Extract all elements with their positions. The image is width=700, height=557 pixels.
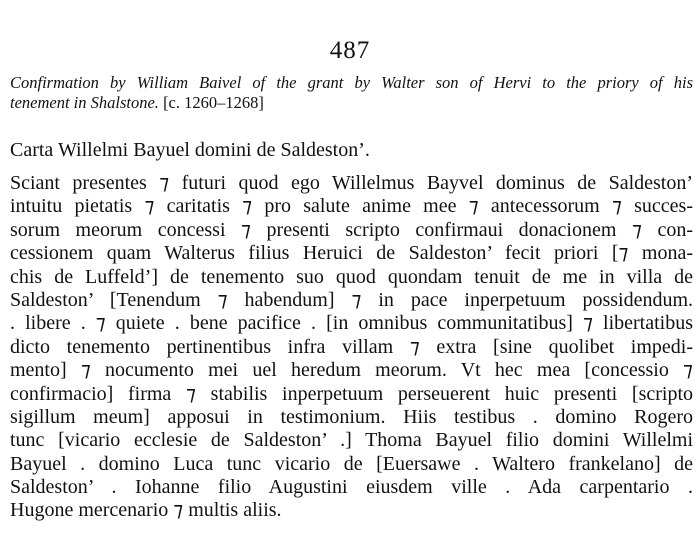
charter-number: 487	[329, 37, 371, 64]
charter-text-line: Sciant presentes ⁊ futuri quod ego Willelmus Bayvel dominus de Saldeston’	[10, 172, 693, 194]
charter-text-line: sigillum meum] apposui in testimonium. Hiis testibus . domino Rogero	[10, 405, 693, 428]
charter-rubric: Carta Willelmi Bayuel domini de Saldeston’.	[10, 139, 370, 161]
charter-text-line: Bayuel . domino Luca tunc vicario de [Euersawe . Waltero frankelano] de	[10, 452, 693, 475]
charter-summary	[10, 73, 700, 113]
charter-text-line: mento] ⁊ nocumento mei uel heredum meorum. Vt hec mea [concessio ⁊	[10, 359, 693, 382]
charter-text-line: confirmacio] firma ⁊ stabilis inperpetuum perseuerent huic presenti [scripto	[10, 382, 693, 405]
charter-text-line: Hugone mercenario ⁊ multis aliis.	[10, 499, 282, 522]
charter-text-line: intuitu pietatis ⁊ caritatis ⁊ pro salute anime mee ⁊ antecessorum ⁊ succes-	[10, 195, 693, 218]
charter-text-line: cessionem quam Walterus filius Heruici de Saldeston’ fecit priori [⁊ mona-	[10, 242, 693, 265]
summary-line-1: Confirmation by William Baivel of the grant by Walter son of Hervi to the priory of his	[10, 73, 693, 92]
charter-text-line: chis de Luffeld’] de tenemento suo quod quondam tenuit de me in villa de	[10, 265, 693, 288]
charter-text-line: Saldeston’ . Iohanne filio Augustini eiusdem ville . Ada carpentario .	[10, 476, 693, 499]
summary-place: tenement in Shalstone.	[10, 93, 159, 112]
charter-text-line: tunc [vicario ecclesie de Saldeston’ .] Thoma Bayuel filio domini Willelmi	[10, 429, 693, 452]
summary-date: [c. 1260–1268]	[163, 93, 264, 112]
charter-text-line: sorum meorum concessi ⁊ presenti scripto confirmaui donacionem ⁊ con-	[10, 218, 693, 241]
summary-line-2	[10, 93, 700, 113]
charter-text-line: . libere . ⁊ quiete . bene pacifice . [in omnibus communitatibus] ⁊ libertatibus	[10, 312, 693, 335]
charter-text	[10, 172, 693, 523]
charter-text-line: dicto tenemento pertinentibus infra villam ⁊ extra [sine quolibet impedi-	[10, 335, 693, 358]
charter-text-line: Saldeston’ [Tenendum ⁊ habendum] ⁊ in pace inperpetuum possidendum.	[10, 288, 693, 311]
